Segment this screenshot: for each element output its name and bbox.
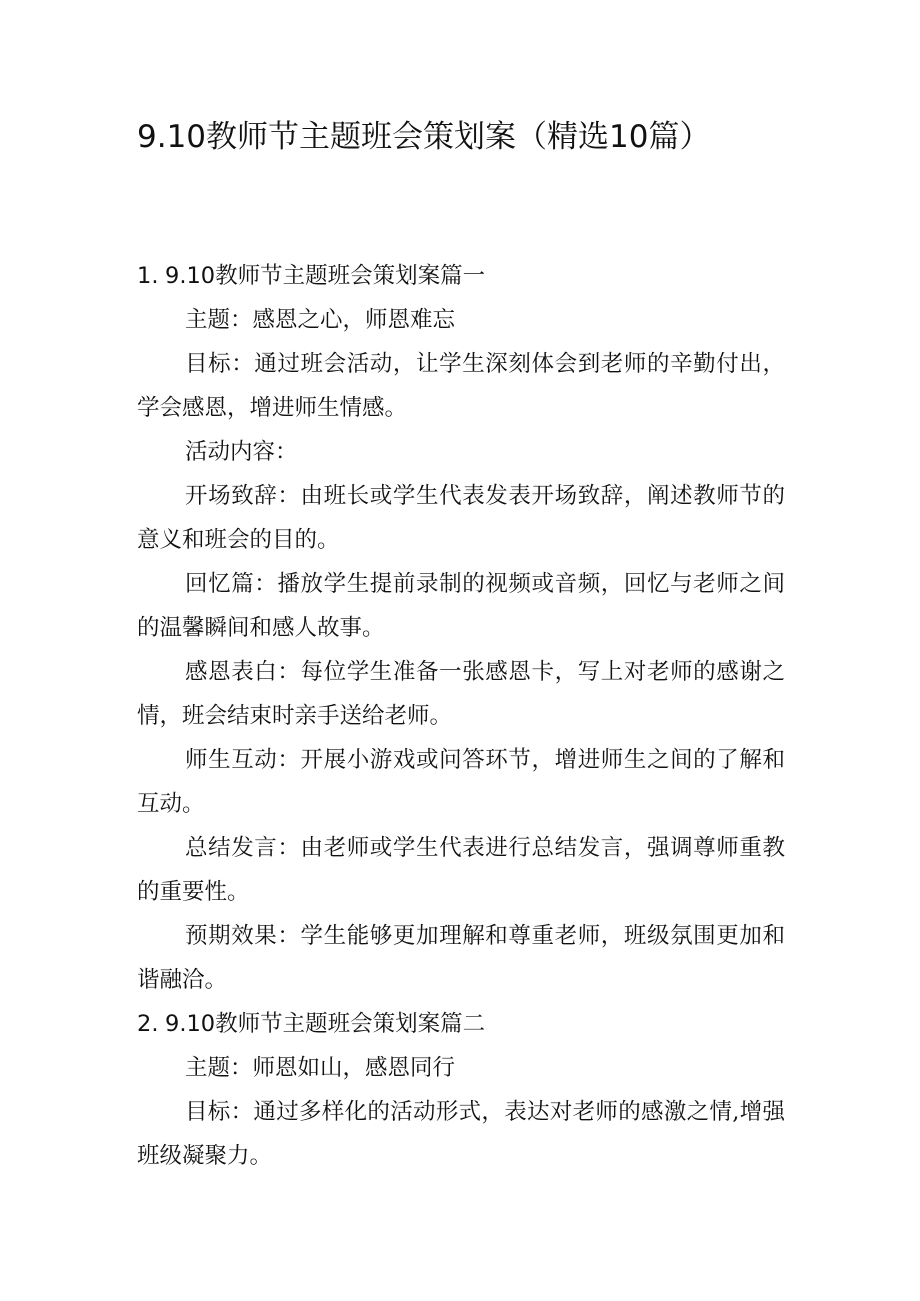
section-heading-1 <box>137 254 785 298</box>
paragraph-interaction: 师生互动：开展小游戏或问答环节，增进师生之间的了解和互动。 <box>137 747 785 817</box>
section-heading-text: 教师节主题班会策划案篇二 <box>215 1011 486 1037</box>
paragraph-expected: 预期效果：学生能够更加理解和尊重老师，班级氛围更加和谐融洽。 <box>137 923 785 993</box>
paragraph-goal: 目标：通过多样化的活动形式，表达对老师的感激之情,增强班级凝聚力。 <box>137 1099 785 1169</box>
paragraph-memories: 回忆篇：播放学生提前录制的视频或音频，回忆与老师之间的温馨瞬间和感人故事。 <box>137 571 785 641</box>
document-title: 9.10教师节主题班会策划案（精选10篇） <box>137 119 711 155</box>
section-heading-text: 教师节主题班会策划案篇一 <box>215 263 486 289</box>
section-number: 1. <box>137 263 159 289</box>
paragraph-opening: 开场致辞：由班长或学生代表发表开场致辞，阐述教师节的意义和班会的目的。 <box>137 483 785 553</box>
paragraph-activity-label: 活动内容： <box>185 439 298 465</box>
document-body <box>137 254 785 1178</box>
paragraph-goal: 目标：通过班会活动，让学生深刻体会到老师的辛勤付出，学会感恩，增进师生情感。 <box>137 351 785 421</box>
section-version: 9.10 <box>165 1011 216 1037</box>
section-version: 9.10 <box>165 263 216 289</box>
paragraph-gratitude: 感恩表白：每位学生准备一张感恩卡，写上对老师的感谢之情，班会结束时亲手送给老师。 <box>137 659 785 729</box>
paragraph-summary: 总结发言：由老师或学生代表进行总结发言，强调尊师重教的重要性。 <box>137 835 785 905</box>
section-heading-2 <box>137 1002 785 1046</box>
paragraph-theme: 主题：感恩之心，师恩难忘 <box>185 307 456 333</box>
paragraph-theme: 主题：师恩如山，感恩同行 <box>185 1055 456 1081</box>
section-number: 2. <box>137 1011 159 1037</box>
